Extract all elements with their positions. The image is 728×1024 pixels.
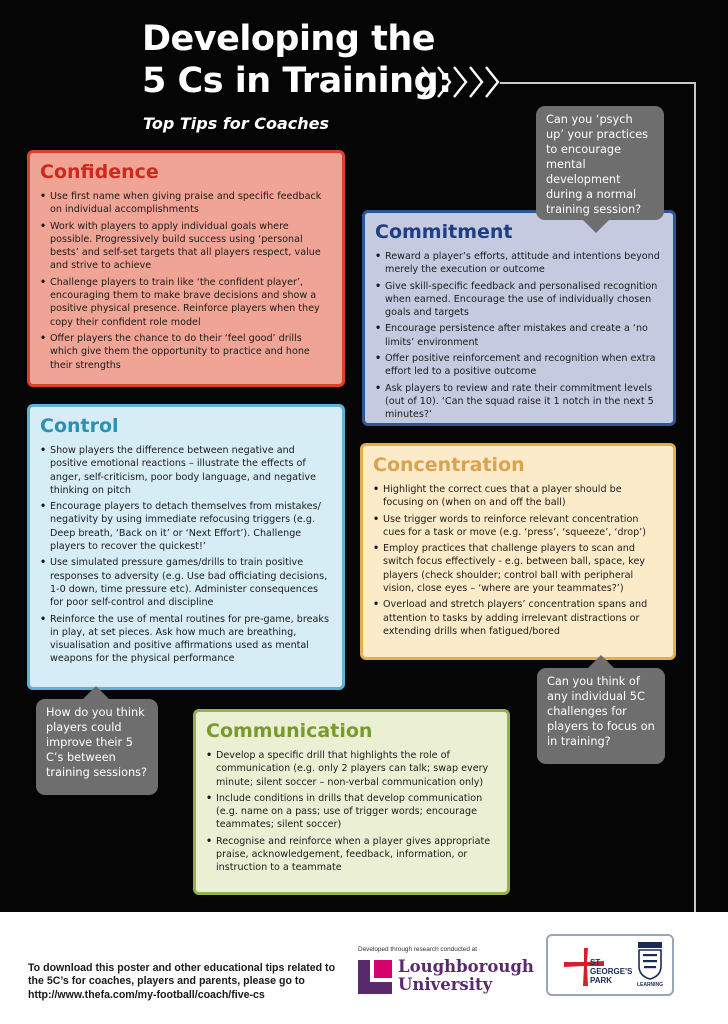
fa-learning-label: LEARNING [636, 982, 664, 988]
bubble-tail [582, 219, 610, 233]
list-item: • Show players the difference between negative and positive emotional reactions – illustrate the effects of anger, self-criticism, poor body language, and negative thinking on pitch [40, 444, 332, 497]
university-line-2: University [398, 975, 493, 994]
commitment-panel [362, 210, 676, 426]
list-item: • Reward a player’s efforts, attitude and intentions beyond merely the execution or outcome [375, 250, 663, 277]
concentration-panel [360, 443, 676, 660]
question-text: Can you ‘psych up’ your practices to encourage mental development during a normal training session? [546, 113, 649, 216]
chevrons-icon [420, 64, 520, 100]
bubble-tail [82, 686, 110, 700]
communication-panel [193, 709, 510, 895]
list-item: • Challenge players to train like ‘the confident player’, encouraging them to make brave decisions and show a positive physical presence. Reinforce players when they copy their confident role model [40, 276, 332, 329]
title-line-2: 5 Cs in Training: [142, 61, 452, 101]
download-info: To download this poster and other educational tips related to the 5C’s for coaches, players and parents, please go to http://www.thefa.com/my-football/coach/five-cs [28, 962, 336, 1001]
confidence-heading: Confidence [40, 161, 159, 183]
university-line-1: Loughborough [398, 957, 534, 976]
list-item: • Develop a specific drill that highlights the role of communication (e.g. only 2 players can talk; swap every minute; silent soccer – non-verbal communication only) [206, 749, 497, 789]
list-item: • Overload and stretch players’ concentration spans and attention to tasks by adding irrelevant distractions or extending drills when fatigued/bored [373, 598, 663, 638]
list-item: • Highlight the correct cues that a player should be focusing on (when on and off the ball) [373, 483, 663, 510]
poster-subtitle: Top Tips for Coaches [143, 114, 330, 133]
list-item: • Employ practices that challenge players to scan and switch focus effectively - e.g. between ball, space, key players (check shoulder; control ball with peripheral vision, close eyes – ‘where are your teammates?’) [373, 542, 663, 595]
list-item: • Offer positive reinforcement and recognition when extra effort led to a positive outcome [375, 352, 663, 379]
commitment-heading: Commitment [375, 221, 513, 243]
list-item: • Include conditions in drills that develop communication (e.g. name on a pass; use of trigger words; encourage teammates; silent soccer) [206, 792, 497, 832]
confidence-panel [27, 150, 345, 387]
question-text: Can you think of any individual 5C challenges for players to focus on in training? [547, 675, 655, 748]
bubble-tail [587, 655, 615, 669]
list-item: • Use simulated pressure games/drills to train positive responses to adversity (e.g. Use bad officiating decisions, 1-0 down, time pressure etc). Administer consequences for poor self-control and discipline [40, 556, 332, 609]
communication-list [206, 749, 497, 875]
list-item: • Offer players the chance to do their ‘feel good’ drills which give them the opportunity to practice and hone their strengths [40, 332, 332, 372]
list-item: • Ask players to review and rate their commitment levels (out of 10). ‘Can the squad raise it 1 notch in the next 5 minutes?’ [375, 382, 663, 422]
list-item: • Recognise and reinforce when a player gives appropriate praise, acknowledgement, feedback, information, or instruction to a teammate [206, 835, 497, 875]
control-heading: Control [40, 415, 119, 437]
poster-title [142, 18, 452, 102]
research-note: Developed through research conducted at [358, 946, 478, 953]
border-line-right [694, 82, 696, 912]
question-bubble-between-sessions [36, 699, 158, 795]
concentration-list [373, 483, 663, 638]
list-item: • Encourage persistence after mistakes and create a ‘no limits’ environment [375, 322, 663, 349]
title-line-1: Developing the [142, 19, 435, 59]
control-panel [27, 404, 345, 690]
st-georges-park-logo: ST GEORGE'S PARK [590, 958, 633, 985]
confidence-list [40, 190, 332, 372]
fa-crest-icon [636, 942, 664, 980]
partner-logos [546, 934, 674, 996]
concentration-heading: Concentration [373, 454, 525, 476]
commitment-list [375, 250, 663, 422]
border-line-top [500, 82, 696, 84]
question-bubble-individual-challenges [537, 668, 665, 764]
university-name [398, 958, 534, 994]
list-item: • Give skill-specific feedback and personalised recognition when earned. Encourage the use of individually chosen goals and targets [375, 280, 663, 320]
list-item: • Reinforce the use of mental routines for pre-game, breaks in play, at set pieces. Ask how much are breathing, visualisation and positive affirmations used as mental weapons for the physical performance [40, 613, 332, 666]
footer [0, 912, 728, 1024]
control-list [40, 444, 332, 666]
list-item: • Encourage players to detach themselves from mistakes/ negativity by using immediate refocusing triggers (e.g. Deep breath, ‘Back on it’ or ‘Next Effort’). Challenge players to recover the quickest!’ [40, 500, 332, 553]
list-item: • Use first name when giving praise and specific feedback on individual accomplishments [40, 190, 332, 217]
loughborough-logo-icon [358, 960, 392, 994]
question-text: How do you think players could improve their 5 C’s between training sessions? [46, 706, 148, 779]
list-item: • Work with players to apply individual goals where possible. Progressively build success using ‘personal bests’ and self-set targets that all players respect, value and strive to achieve [40, 220, 332, 273]
list-item: • Use trigger words to reinforce relevant concentration cues for a task or move (e.g. ‘press’, ‘squeeze’, ‘drop’) [373, 513, 663, 540]
question-bubble-psych-up [536, 106, 664, 220]
communication-heading: Communication [206, 720, 373, 742]
